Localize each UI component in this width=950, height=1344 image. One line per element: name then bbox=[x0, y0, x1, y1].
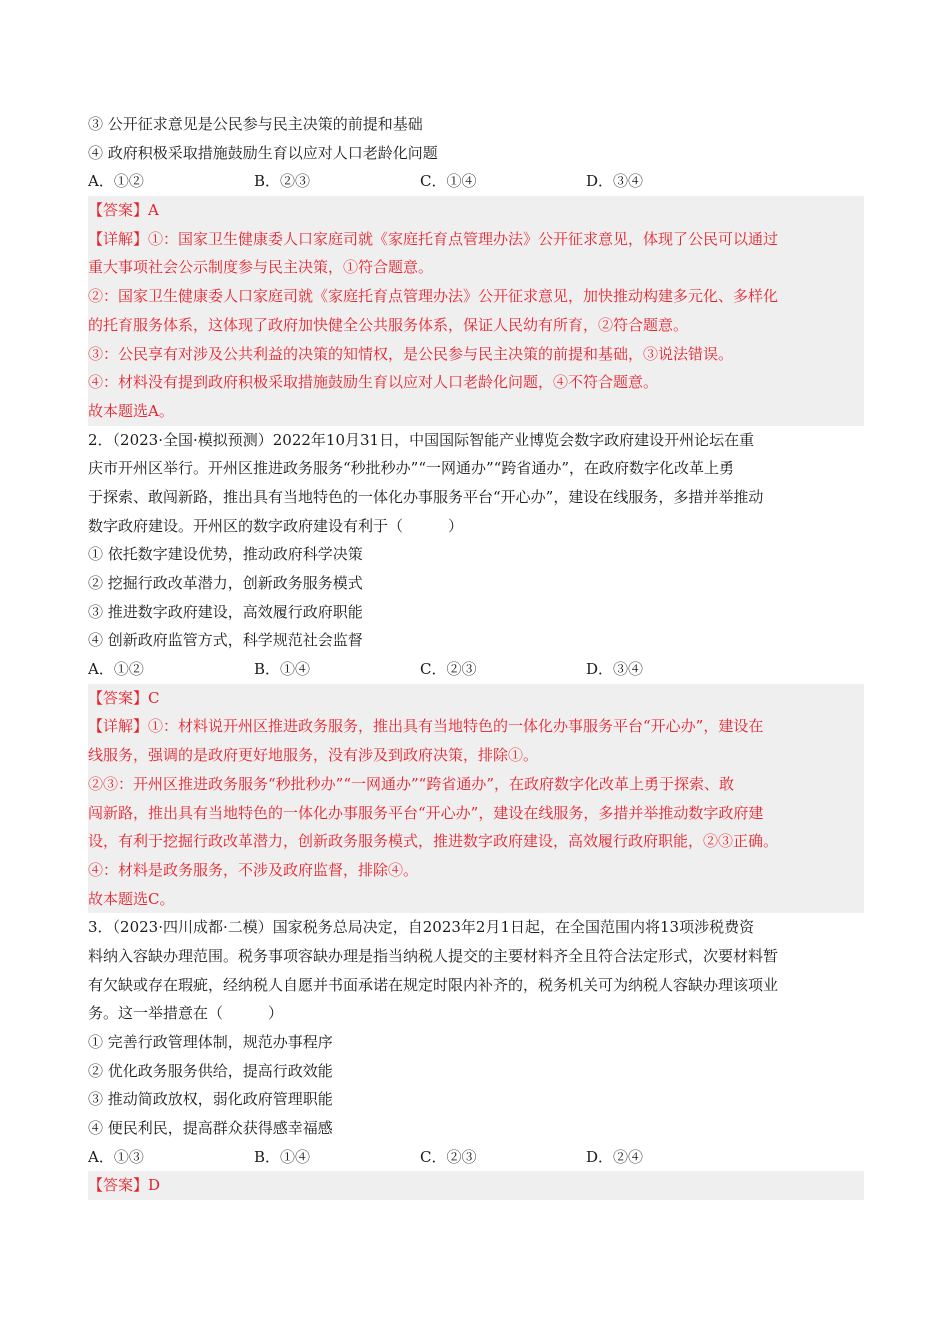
q2-item-1: ① 依托数字建设优势，推动政府科学决策 bbox=[88, 545, 363, 564]
q1-explanation-line: ③：公民享有对涉及公共利益的决策的知情权，是公民参与民主决策的前提和基础，③说法错误。 bbox=[88, 344, 734, 363]
q2-answer: 【答案】C bbox=[88, 688, 160, 707]
q1-option-c: C．①④ bbox=[420, 172, 477, 191]
q1-option-a: A．①② bbox=[88, 172, 144, 191]
q1-explanation-line: 的托育服务体系，这体现了政府加快健全公共服务体系，保证人民幼有所育，②符合题意。 bbox=[88, 315, 689, 334]
q1-explanation-line: ②：国家卫生健康委人口家庭司就《家庭托育点管理办法》公开征求意见，加快推动构建多元化、多样化 bbox=[88, 287, 779, 306]
q3-item-2: ② 优化政务服务供给，提高行政效能 bbox=[88, 1061, 333, 1080]
q1-explanation-line: 【详解】①：国家卫生健康委人口家庭司就《家庭托育点管理办法》公开征求意见，体现了公民可以通过 bbox=[88, 229, 779, 248]
q2-answer-block bbox=[88, 684, 864, 914]
q2-stem-line: 2．（2023·全国·模拟预测）2022年10月31日，中国国际智能产业博览会数字政府建设开州论坛在重 bbox=[88, 430, 755, 449]
q3-stem-line: 务。这一举措意在（ ） bbox=[88, 1004, 284, 1023]
q3-item-1: ① 完善行政管理体制，规范办事程序 bbox=[88, 1033, 333, 1051]
q3-stem-line: 料纳入容缺办理范围。税务事项容缺办理是指当纳税人提交的主要材料齐全且符合法定形式，次要材料暂 bbox=[88, 946, 779, 965]
q2-explanation-line: 线服务，强调的是政府更好地服务，没有涉及到政府决策，排除①。 bbox=[88, 746, 539, 765]
q1-answer-block bbox=[88, 196, 864, 426]
q3-option-a: A．①③ bbox=[88, 1147, 144, 1166]
q2-option-d: D．③④ bbox=[586, 660, 644, 679]
q2-stem-line: 于探索、敢闯新路，推出具有当地特色的一体化办事服务平台“开心办”，建设在线服务，多措并举推动 bbox=[88, 487, 764, 506]
q3-option-c: C．②③ bbox=[420, 1147, 477, 1166]
q1-option-b: B．②③ bbox=[254, 172, 311, 191]
q2-explanation-line: 【详解】①：材料说开州区推进政务服务，推出具有当地特色的一体化办事服务平台“开心办”，建设在 bbox=[88, 717, 764, 736]
q3-options bbox=[88, 1143, 864, 1172]
q2-conclusion: 故本题选C。 bbox=[88, 889, 175, 908]
q1-answer: 【答案】A bbox=[88, 201, 159, 220]
q3-stem-line: 3．（2023·四川成都·二模）国家税务总局决定，自2023年2月1日起，在全国范围内将13项涉税费资 bbox=[88, 918, 755, 937]
q2-option-a: A．①② bbox=[88, 660, 144, 679]
q1-option-d: D．③④ bbox=[586, 172, 644, 191]
q2-item-3: ③ 推进数字政府建设，高效履行政府职能 bbox=[88, 602, 363, 621]
q1-item-3: ③ 公开征求意见是公民参与民主决策的前提和基础 bbox=[88, 115, 423, 133]
q2-option-c: C．②③ bbox=[420, 660, 477, 679]
q1-explanation-line: ④：材料没有提到政府积极采取措施鼓励生育以应对人口老龄化问题，④不符合题意。 bbox=[88, 373, 659, 392]
document-content bbox=[88, 110, 864, 1200]
q3-item-4: ④ 便民利民，提高群众获得感幸福感 bbox=[88, 1119, 333, 1138]
q2-explanation-line: 闯新路，推出具有当地特色的一体化办事服务平台“开心办”，建设在线服务，多措并举推动数字政府建 bbox=[88, 803, 764, 822]
q3-item-3: ③ 推动简政放权，弱化政府管理职能 bbox=[88, 1090, 333, 1109]
q2-options bbox=[88, 655, 864, 684]
q2-option-b: B．①④ bbox=[254, 660, 311, 679]
q3-answer: 【答案】D bbox=[88, 1176, 161, 1195]
q3-stem-line: 有欠缺或存在瑕疵，经纳税人自愿并书面承诺在规定时限内补齐的，税务机关可为纳税人容缺办理该项业 bbox=[88, 975, 779, 994]
q1-explanation-line: 重大事项社会公示制度参与民主决策，①符合题意。 bbox=[88, 258, 434, 277]
q3-answer-block bbox=[88, 1171, 864, 1200]
q2-stem-line: 庆市开州区举行。开州区推进政务服务“秒批秒办”“一网通办”“跨省通办”，在政府数字化改革上勇 bbox=[88, 459, 735, 478]
q2-explanation-line: ②③：开州区推进政务服务“秒批秒办”“一网通办”“跨省通办”，在政府数字化改革上勇于探索、敢 bbox=[88, 774, 735, 793]
q2-item-4: ④ 创新政府监管方式，科学规范社会监督 bbox=[88, 631, 363, 650]
q3-option-d: D．②④ bbox=[586, 1147, 644, 1166]
q1-conclusion: 故本题选A。 bbox=[88, 401, 174, 420]
q2-stem-line: 数字政府建设。开州区的数字政府建设有利于（ ） bbox=[88, 516, 464, 535]
q1-item-4: ④ 政府积极采取措施鼓励生育以应对人口老龄化问题 bbox=[88, 143, 438, 162]
q1-options bbox=[88, 167, 864, 196]
q2-explanation-line: 设，有利于挖掘行政改革潜力，创新政务服务模式，推进数字政府建设，高效履行政府职能，②③正确。 bbox=[88, 832, 779, 851]
q2-item-2: ② 挖掘行政改革潜力，创新政务服务模式 bbox=[88, 574, 363, 592]
q2-explanation-line: ④：材料是政务服务，不涉及政府监督，排除④。 bbox=[88, 860, 419, 879]
q3-option-b: B．①④ bbox=[254, 1147, 311, 1166]
